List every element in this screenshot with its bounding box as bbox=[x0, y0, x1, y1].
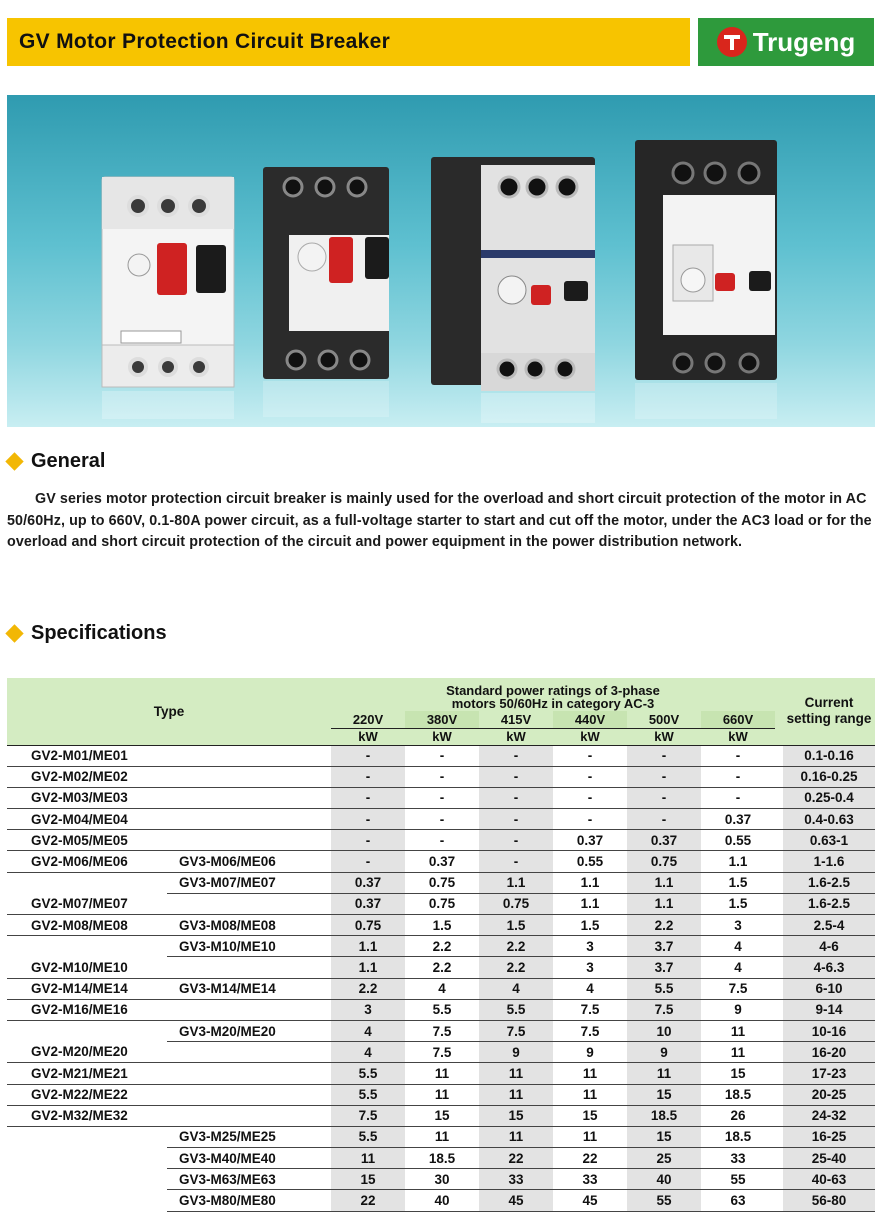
power-rating-cell: 11 bbox=[553, 1063, 627, 1084]
power-rating-cell: 5.5 bbox=[405, 999, 479, 1020]
power-rating-cell: 0.55 bbox=[553, 851, 627, 872]
page-title: GV Motor Protection Circuit Breaker bbox=[19, 30, 391, 53]
power-rating-cell: 22 bbox=[479, 1148, 553, 1169]
gv3-type-cell bbox=[167, 830, 331, 851]
general-heading: General bbox=[31, 450, 106, 472]
power-rating-cell: 30 bbox=[405, 1169, 479, 1190]
column-gap bbox=[775, 893, 783, 914]
general-description: GV series motor protection circuit breaker is mainly used for the overload and short circuit protection of the motor in AC 50/60Hz, up to 660V, 0.1-80A power circuit, as a full-voltage starter to start and cut off the motor, under the AC3 load or for the overload and short circuit protection of the circuit and power equipment in the power distribution network. bbox=[7, 491, 872, 550]
power-rating-cell: 18.5 bbox=[701, 1084, 775, 1105]
column-gap bbox=[775, 1084, 783, 1105]
power-rating-cell: 18.5 bbox=[405, 1148, 479, 1169]
current-range-cell: 2.5-4 bbox=[783, 915, 875, 936]
current-range-cell: 56-80 bbox=[783, 1190, 875, 1211]
power-rating-cell: - bbox=[627, 809, 701, 830]
column-gap bbox=[775, 1042, 783, 1063]
column-gap bbox=[775, 830, 783, 851]
voltage-header: 440V bbox=[553, 711, 627, 728]
power-rating-cell: - bbox=[405, 809, 479, 830]
current-range-cell: 6-10 bbox=[783, 978, 875, 999]
power-rating-cell: 45 bbox=[479, 1190, 553, 1211]
breaker-gv3-me bbox=[635, 140, 777, 419]
table-row bbox=[7, 872, 875, 893]
gv3-type-cell bbox=[167, 809, 331, 830]
power-rating-cell: - bbox=[553, 809, 627, 830]
power-rating-cell: 0.75 bbox=[479, 893, 553, 914]
type-header: Type bbox=[7, 678, 331, 745]
power-rating-cell: 55 bbox=[627, 1190, 701, 1211]
table-row bbox=[7, 830, 875, 851]
power-rating-cell: 4 bbox=[553, 978, 627, 999]
power-rating-cell: 1.1 bbox=[627, 872, 701, 893]
gv2-type-cell: GV2-M14/ME14 bbox=[7, 978, 167, 999]
power-rating-cell: - bbox=[701, 745, 775, 766]
power-rating-cell: - bbox=[479, 830, 553, 851]
power-rating-cell: 2.2 bbox=[405, 957, 479, 978]
power-rating-cell: - bbox=[405, 830, 479, 851]
column-gap bbox=[775, 957, 783, 978]
power-rating-cell: 18.5 bbox=[701, 1126, 775, 1147]
page-title-bar bbox=[7, 18, 690, 66]
power-rating-cell: 11 bbox=[405, 1126, 479, 1147]
voltage-header: 380V bbox=[405, 711, 479, 728]
power-rating-cell: 7.5 bbox=[701, 978, 775, 999]
power-rating-cell: 2.2 bbox=[405, 936, 479, 957]
gv2-type-cell: GV2-M10/ME10 bbox=[7, 957, 167, 978]
power-rating-cell: 1.1 bbox=[331, 936, 405, 957]
power-rating-cell: 11 bbox=[553, 1084, 627, 1105]
table-row bbox=[7, 915, 875, 936]
table-row bbox=[7, 1084, 875, 1105]
power-rating-cell: - bbox=[331, 830, 405, 851]
brand-name: Trugeng bbox=[752, 26, 856, 57]
gv2-type-cell: GV2-M08/ME08 bbox=[7, 915, 167, 936]
column-gap bbox=[775, 999, 783, 1020]
power-rating-cell: 1.1 bbox=[553, 872, 627, 893]
power-rating-cell: 3 bbox=[553, 957, 627, 978]
header-gap bbox=[775, 678, 783, 745]
gv2-type-cell bbox=[7, 872, 167, 893]
power-rating-cell: 5.5 bbox=[331, 1126, 405, 1147]
specifications-heading: Specifications bbox=[31, 622, 167, 644]
power-rating-cell: 0.37 bbox=[701, 809, 775, 830]
brand-logo bbox=[698, 18, 874, 66]
power-rating-cell: 15 bbox=[553, 1105, 627, 1126]
gv2-type-cell: GV2-M22/ME22 bbox=[7, 1084, 167, 1105]
current-range-cell: 0.63-1 bbox=[783, 830, 875, 851]
column-gap bbox=[775, 872, 783, 893]
gv2-type-cell: GV2-M06/ME06 bbox=[7, 851, 167, 872]
power-rating-cell: 4 bbox=[701, 936, 775, 957]
gv2-type-cell: GV2-M32/ME32 bbox=[7, 1105, 167, 1126]
table-row bbox=[7, 1148, 875, 1169]
gv3-type-cell bbox=[167, 1042, 331, 1063]
column-gap bbox=[775, 1148, 783, 1169]
table-row bbox=[7, 936, 875, 957]
current-setting-header bbox=[783, 678, 875, 745]
gv2-type-cell: GV2-M16/ME16 bbox=[7, 999, 167, 1020]
gv2-type-cell: GV2-M05/ME05 bbox=[7, 830, 167, 851]
gv2-type-cell bbox=[7, 1169, 167, 1190]
current-range-cell: 1.6-2.5 bbox=[783, 893, 875, 914]
power-rating-cell: 0.75 bbox=[405, 872, 479, 893]
gv2-type-cell bbox=[7, 1148, 167, 1169]
gv3-type-cell bbox=[167, 745, 331, 766]
power-rating-cell: - bbox=[331, 787, 405, 808]
unit-header: kW bbox=[405, 728, 479, 745]
table-row bbox=[7, 1063, 875, 1084]
power-rating-cell: 25 bbox=[627, 1148, 701, 1169]
power-rating-cell: - bbox=[553, 766, 627, 787]
power-rating-cell: 1.5 bbox=[405, 915, 479, 936]
column-gap bbox=[775, 1020, 783, 1041]
power-rating-cell: 7.5 bbox=[405, 1020, 479, 1041]
power-rating-cell: 9 bbox=[479, 1042, 553, 1063]
power-rating-cell: 7.5 bbox=[627, 999, 701, 1020]
gv3-type-cell: GV3-M40/ME40 bbox=[167, 1148, 331, 1169]
power-rating-cell: 33 bbox=[479, 1169, 553, 1190]
table-row bbox=[7, 1105, 875, 1126]
power-rating-cell: 1.1 bbox=[701, 851, 775, 872]
voltage-header: 415V bbox=[479, 711, 553, 728]
power-rating-cell: - bbox=[405, 745, 479, 766]
power-rating-cell: - bbox=[479, 809, 553, 830]
power-rating-cell: - bbox=[331, 809, 405, 830]
column-gap bbox=[775, 1105, 783, 1126]
breaker-gv3-m bbox=[431, 157, 595, 423]
gv3-type-cell: GV3-M63/ME63 bbox=[167, 1169, 331, 1190]
power-rating-cell: - bbox=[479, 766, 553, 787]
gv3-type-cell bbox=[167, 1063, 331, 1084]
power-rating-cell: 1.5 bbox=[479, 915, 553, 936]
gv3-type-cell: GV3-M25/ME25 bbox=[167, 1126, 331, 1147]
column-gap bbox=[775, 915, 783, 936]
column-gap bbox=[775, 787, 783, 808]
gv3-type-cell: GV3-M06/ME06 bbox=[167, 851, 331, 872]
gv3-type-cell: GV3-M14/ME14 bbox=[167, 978, 331, 999]
power-rating-cell: 1.5 bbox=[701, 893, 775, 914]
current-range-cell: 10-16 bbox=[783, 1020, 875, 1041]
gv2-type-cell: GV2-M02/ME02 bbox=[7, 766, 167, 787]
power-ratings-header-line1: Standard power ratings of 3-phase bbox=[446, 682, 660, 698]
column-gap bbox=[775, 1126, 783, 1147]
power-rating-cell: 4 bbox=[331, 1020, 405, 1041]
power-rating-cell: 11 bbox=[479, 1063, 553, 1084]
current-range-cell: 0.4-0.63 bbox=[783, 809, 875, 830]
power-rating-cell: 7.5 bbox=[553, 1020, 627, 1041]
power-rating-cell: 7.5 bbox=[405, 1042, 479, 1063]
power-rating-cell: 5.5 bbox=[479, 999, 553, 1020]
power-rating-cell: 0.37 bbox=[331, 893, 405, 914]
table-row bbox=[7, 978, 875, 999]
gv3-type-cell bbox=[167, 999, 331, 1020]
table-row bbox=[7, 1042, 875, 1063]
power-rating-cell: 3 bbox=[701, 915, 775, 936]
power-ratings-header bbox=[331, 678, 775, 711]
power-rating-cell: 0.37 bbox=[405, 851, 479, 872]
current-range-cell: 9-14 bbox=[783, 999, 875, 1020]
power-rating-cell: 0.75 bbox=[627, 851, 701, 872]
unit-header: kW bbox=[479, 728, 553, 745]
current-range-cell: 0.1-0.16 bbox=[783, 745, 875, 766]
power-rating-cell: - bbox=[479, 851, 553, 872]
power-rating-cell: 11 bbox=[553, 1126, 627, 1147]
gv2-type-cell: GV2-M01/ME01 bbox=[7, 745, 167, 766]
power-rating-cell: 15 bbox=[479, 1105, 553, 1126]
power-rating-cell: 45 bbox=[553, 1190, 627, 1211]
current-range-cell: 40-63 bbox=[783, 1169, 875, 1190]
power-rating-cell: 22 bbox=[331, 1190, 405, 1211]
current-range-cell: 17-23 bbox=[783, 1063, 875, 1084]
power-rating-cell: 2.2 bbox=[479, 936, 553, 957]
specifications-table-body bbox=[7, 745, 875, 1211]
power-rating-cell: 9 bbox=[627, 1042, 701, 1063]
power-rating-cell: 63 bbox=[701, 1190, 775, 1211]
gv3-type-cell bbox=[167, 957, 331, 978]
power-rating-cell: 9 bbox=[701, 999, 775, 1020]
gv2-type-cell: GV2-M03/ME03 bbox=[7, 787, 167, 808]
power-rating-cell: 4 bbox=[701, 957, 775, 978]
power-rating-cell: - bbox=[331, 745, 405, 766]
power-rating-cell: 11 bbox=[479, 1084, 553, 1105]
power-rating-cell: 4 bbox=[331, 1042, 405, 1063]
power-ratings-header-line2: motors 50/60Hz in category AC-3 bbox=[451, 695, 655, 711]
gv3-type-cell: GV3-M80/ME80 bbox=[167, 1190, 331, 1211]
power-rating-cell: 18.5 bbox=[627, 1105, 701, 1126]
table-row bbox=[7, 1190, 875, 1211]
power-rating-cell: 40 bbox=[405, 1190, 479, 1211]
voltage-header: 660V bbox=[701, 711, 775, 728]
gv3-type-cell bbox=[167, 766, 331, 787]
product-hero-image bbox=[7, 95, 875, 427]
power-rating-cell: 11 bbox=[627, 1063, 701, 1084]
diamond-bullet-icon bbox=[5, 624, 23, 642]
power-rating-cell: 0.75 bbox=[331, 915, 405, 936]
power-rating-cell: 0.37 bbox=[331, 872, 405, 893]
power-rating-cell: 3.7 bbox=[627, 936, 701, 957]
breaker-gv2-me bbox=[263, 167, 389, 417]
power-rating-cell: 5.5 bbox=[331, 1084, 405, 1105]
power-rating-cell: - bbox=[331, 851, 405, 872]
power-rating-cell: 10 bbox=[627, 1020, 701, 1041]
power-rating-cell: 15 bbox=[331, 1169, 405, 1190]
power-rating-cell: 1.5 bbox=[701, 872, 775, 893]
current-range-cell: 25-40 bbox=[783, 1148, 875, 1169]
current-range-cell: 24-32 bbox=[783, 1105, 875, 1126]
current-range-cell: 16-20 bbox=[783, 1042, 875, 1063]
power-rating-cell: - bbox=[405, 787, 479, 808]
power-rating-cell: - bbox=[331, 766, 405, 787]
power-rating-cell: - bbox=[627, 787, 701, 808]
breaker-gv2-m bbox=[102, 177, 234, 419]
table-row bbox=[7, 999, 875, 1020]
table-row bbox=[7, 1126, 875, 1147]
power-rating-cell: 11 bbox=[701, 1042, 775, 1063]
current-range-cell: 1-1.6 bbox=[783, 851, 875, 872]
column-gap bbox=[775, 1169, 783, 1190]
power-rating-cell: 26 bbox=[701, 1105, 775, 1126]
gv3-type-cell: GV3-M20/ME20 bbox=[167, 1020, 331, 1041]
table-row bbox=[7, 809, 875, 830]
gv2-type-cell bbox=[7, 1020, 167, 1041]
power-rating-cell: 5.5 bbox=[331, 1063, 405, 1084]
gv3-type-cell: GV3-M10/ME10 bbox=[167, 936, 331, 957]
power-rating-cell: 0.37 bbox=[553, 830, 627, 851]
gv2-type-cell: GV2-M21/ME21 bbox=[7, 1063, 167, 1084]
table-row bbox=[7, 766, 875, 787]
unit-header: kW bbox=[627, 728, 701, 745]
column-gap bbox=[775, 978, 783, 999]
gv2-type-cell: GV2-M20/ME20 bbox=[7, 1042, 167, 1063]
specifications-table bbox=[7, 678, 875, 1212]
column-gap bbox=[775, 936, 783, 957]
current-header-line1: Current bbox=[804, 695, 854, 711]
table-row bbox=[7, 957, 875, 978]
power-rating-cell: 33 bbox=[553, 1169, 627, 1190]
column-gap bbox=[775, 1063, 783, 1084]
current-range-cell: 20-25 bbox=[783, 1084, 875, 1105]
gv2-type-cell bbox=[7, 1190, 167, 1211]
gv3-type-cell bbox=[167, 893, 331, 914]
column-gap bbox=[775, 851, 783, 872]
power-rating-cell: - bbox=[627, 745, 701, 766]
power-rating-cell: 0.75 bbox=[405, 893, 479, 914]
table-row bbox=[7, 745, 875, 766]
voltage-header: 500V bbox=[627, 711, 701, 728]
gv2-type-cell bbox=[7, 1126, 167, 1147]
gv2-type-cell bbox=[7, 936, 167, 957]
power-rating-cell: 15 bbox=[405, 1105, 479, 1126]
current-range-cell: 1.6-2.5 bbox=[783, 872, 875, 893]
current-range-cell: 16-25 bbox=[783, 1126, 875, 1147]
power-rating-cell: 2.2 bbox=[627, 915, 701, 936]
gv3-type-cell bbox=[167, 787, 331, 808]
power-rating-cell: - bbox=[553, 745, 627, 766]
gv3-type-cell bbox=[167, 1105, 331, 1126]
current-range-cell: 4-6 bbox=[783, 936, 875, 957]
table-row bbox=[7, 787, 875, 808]
power-rating-cell: 15 bbox=[701, 1063, 775, 1084]
power-rating-cell: 11 bbox=[331, 1148, 405, 1169]
power-rating-cell: - bbox=[701, 787, 775, 808]
current-header-line2: setting range bbox=[786, 711, 872, 727]
voltage-header: 220V bbox=[331, 711, 405, 728]
power-rating-cell: 4 bbox=[405, 978, 479, 999]
power-rating-cell: - bbox=[553, 787, 627, 808]
gv3-type-cell: GV3-M08/ME08 bbox=[167, 915, 331, 936]
power-rating-cell: 40 bbox=[627, 1169, 701, 1190]
power-rating-cell: 5.5 bbox=[627, 978, 701, 999]
power-rating-cell: 11 bbox=[405, 1084, 479, 1105]
power-rating-cell: - bbox=[479, 745, 553, 766]
power-rating-cell: 0.55 bbox=[701, 830, 775, 851]
power-rating-cell: 7.5 bbox=[553, 999, 627, 1020]
power-rating-cell: 2.2 bbox=[479, 957, 553, 978]
brand-logo-icon bbox=[717, 27, 747, 57]
power-rating-cell: - bbox=[479, 787, 553, 808]
power-rating-cell: 1.5 bbox=[553, 915, 627, 936]
power-rating-cell: 4 bbox=[479, 978, 553, 999]
specifications-heading-row bbox=[8, 622, 167, 645]
power-rating-cell: 7.5 bbox=[479, 1020, 553, 1041]
unit-header: kW bbox=[553, 728, 627, 745]
current-range-cell: 0.16-0.25 bbox=[783, 766, 875, 787]
power-rating-cell: 33 bbox=[701, 1148, 775, 1169]
unit-header: kW bbox=[331, 728, 405, 745]
power-rating-cell: 22 bbox=[553, 1148, 627, 1169]
table-row bbox=[7, 893, 875, 914]
power-rating-cell: - bbox=[701, 766, 775, 787]
product-illustration bbox=[7, 95, 875, 427]
column-gap bbox=[775, 809, 783, 830]
power-rating-cell: 3 bbox=[553, 936, 627, 957]
power-rating-cell: 15 bbox=[627, 1084, 701, 1105]
table-row bbox=[7, 851, 875, 872]
power-rating-cell: 11 bbox=[479, 1126, 553, 1147]
power-rating-cell: 15 bbox=[627, 1126, 701, 1147]
column-gap bbox=[775, 1190, 783, 1211]
column-gap bbox=[775, 766, 783, 787]
power-rating-cell: 3.7 bbox=[627, 957, 701, 978]
power-rating-cell: 11 bbox=[405, 1063, 479, 1084]
power-rating-cell: 55 bbox=[701, 1169, 775, 1190]
current-range-cell: 0.25-0.4 bbox=[783, 787, 875, 808]
gv3-type-cell bbox=[167, 1084, 331, 1105]
diamond-bullet-icon bbox=[5, 452, 23, 470]
general-heading-row bbox=[8, 450, 105, 473]
unit-header: kW bbox=[701, 728, 775, 745]
power-rating-cell: 3 bbox=[331, 999, 405, 1020]
power-rating-cell: 1.1 bbox=[627, 893, 701, 914]
power-rating-cell: 7.5 bbox=[331, 1105, 405, 1126]
current-range-cell: 4-6.3 bbox=[783, 957, 875, 978]
column-gap bbox=[775, 745, 783, 766]
power-rating-cell: 11 bbox=[701, 1020, 775, 1041]
power-rating-cell: 9 bbox=[553, 1042, 627, 1063]
power-rating-cell: 1.1 bbox=[479, 872, 553, 893]
power-rating-cell: - bbox=[627, 766, 701, 787]
gv2-type-cell: GV2-M04/ME04 bbox=[7, 809, 167, 830]
power-rating-cell: 2.2 bbox=[331, 978, 405, 999]
table-row bbox=[7, 1169, 875, 1190]
gv3-type-cell: GV3-M07/ME07 bbox=[167, 872, 331, 893]
table-row bbox=[7, 1020, 875, 1041]
power-rating-cell: 0.37 bbox=[627, 830, 701, 851]
gv2-type-cell: GV2-M07/ME07 bbox=[7, 893, 167, 914]
power-rating-cell: 1.1 bbox=[331, 957, 405, 978]
power-rating-cell: - bbox=[405, 766, 479, 787]
power-rating-cell: 1.1 bbox=[553, 893, 627, 914]
